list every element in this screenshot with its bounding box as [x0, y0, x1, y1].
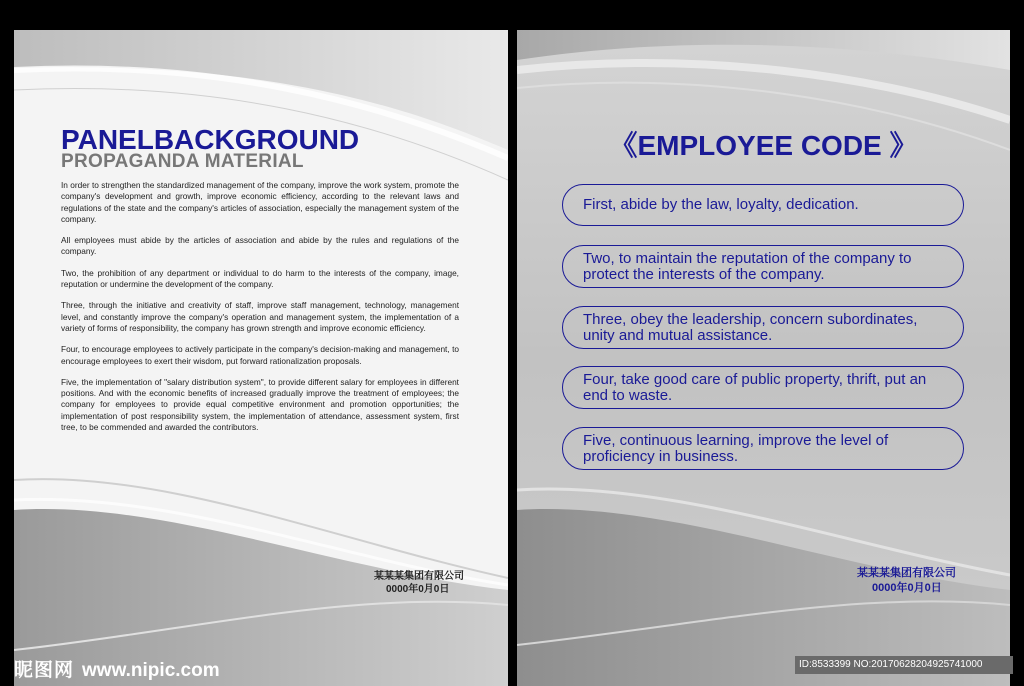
rule-item — [562, 366, 964, 409]
paragraph: Three, through the initiative and creativity of staff, improve staff management, technology, management level, and constantly improve the company's operation and management system, the implementation of a variety of forms of responsibility, the company has grown strength and improve economic efficiency. — [61, 300, 459, 333]
left-panel — [14, 30, 508, 686]
paragraph: Two, the prohibition of any department or individual to do harm to the interests of the company, image, reputation or undermine the development of the company. — [61, 267, 459, 290]
rule-text: First, abide by the law, loyalty, dedication. — [583, 196, 859, 214]
rule-item — [562, 306, 964, 349]
headline-regular: BACKGROUND — [153, 124, 360, 155]
site-url: www.nipic.com — [82, 660, 220, 681]
company-name: 某某某集团有限公司 — [374, 571, 464, 582]
paragraph: In order to strengthen the standardized management of the company, improve the work system, promote the company's development and growth, improve economic efficiency, according to the relevant laws and regulations of the state and the company's articles of association, especially the management system of the company. — [61, 180, 459, 224]
paragraph: Five, the implementation of "salary distribution system", to provide different salary for employees in different positions. And with the economic benefits of increased gradually improve the treatment of employees; the company for employees to provide equal competitive environment and promotion opportunities; the implementation of post responsibility system, the implementation of attendance, assessment system, first tree, to be commended and awarded the contributors. — [61, 376, 459, 433]
headline-bold: PANEL — [61, 124, 154, 155]
body-text — [61, 180, 459, 443]
paragraph: Four, to encourage employees to actively participate in the company's decision-making and management, to encourage employees to exert their wisdom, put forward rationalization proposals. — [61, 344, 459, 366]
rule-item — [562, 427, 964, 470]
date: 0000年0月0日 — [872, 582, 942, 594]
rule-text: Two, to maintain the reputation of the company to protect the interests of the company. — [583, 250, 912, 283]
employee-code-title: 《EMPLOYEE CODE 》 — [609, 130, 918, 161]
company-name: 某某某集团有限公司 — [857, 567, 956, 579]
rule-item — [562, 184, 964, 226]
date: 0000年0月0日 — [386, 584, 450, 595]
paragraph: All employees must abide by the articles of association and abide by the rules and regulations of the company. — [61, 235, 459, 257]
site-watermark — [14, 655, 220, 682]
subtitle: PROPAGANDA MATERIAL — [61, 151, 304, 172]
right-panel — [517, 30, 1010, 686]
rule-text: Five, continuous learning, improve the level of proficiency in business. — [583, 432, 889, 465]
rule-text: Four, take good care of public property, thrift, put an end to waste. — [583, 371, 927, 404]
image-id-label: ID:8533399 NO:20170628204925741000 — [795, 656, 1013, 674]
site-logo-text: 昵图网 — [14, 660, 75, 681]
rule-item — [562, 245, 964, 288]
rule-text: Three, obey the leadership, concern subordinates, unity and mutual assistance. — [583, 311, 918, 344]
